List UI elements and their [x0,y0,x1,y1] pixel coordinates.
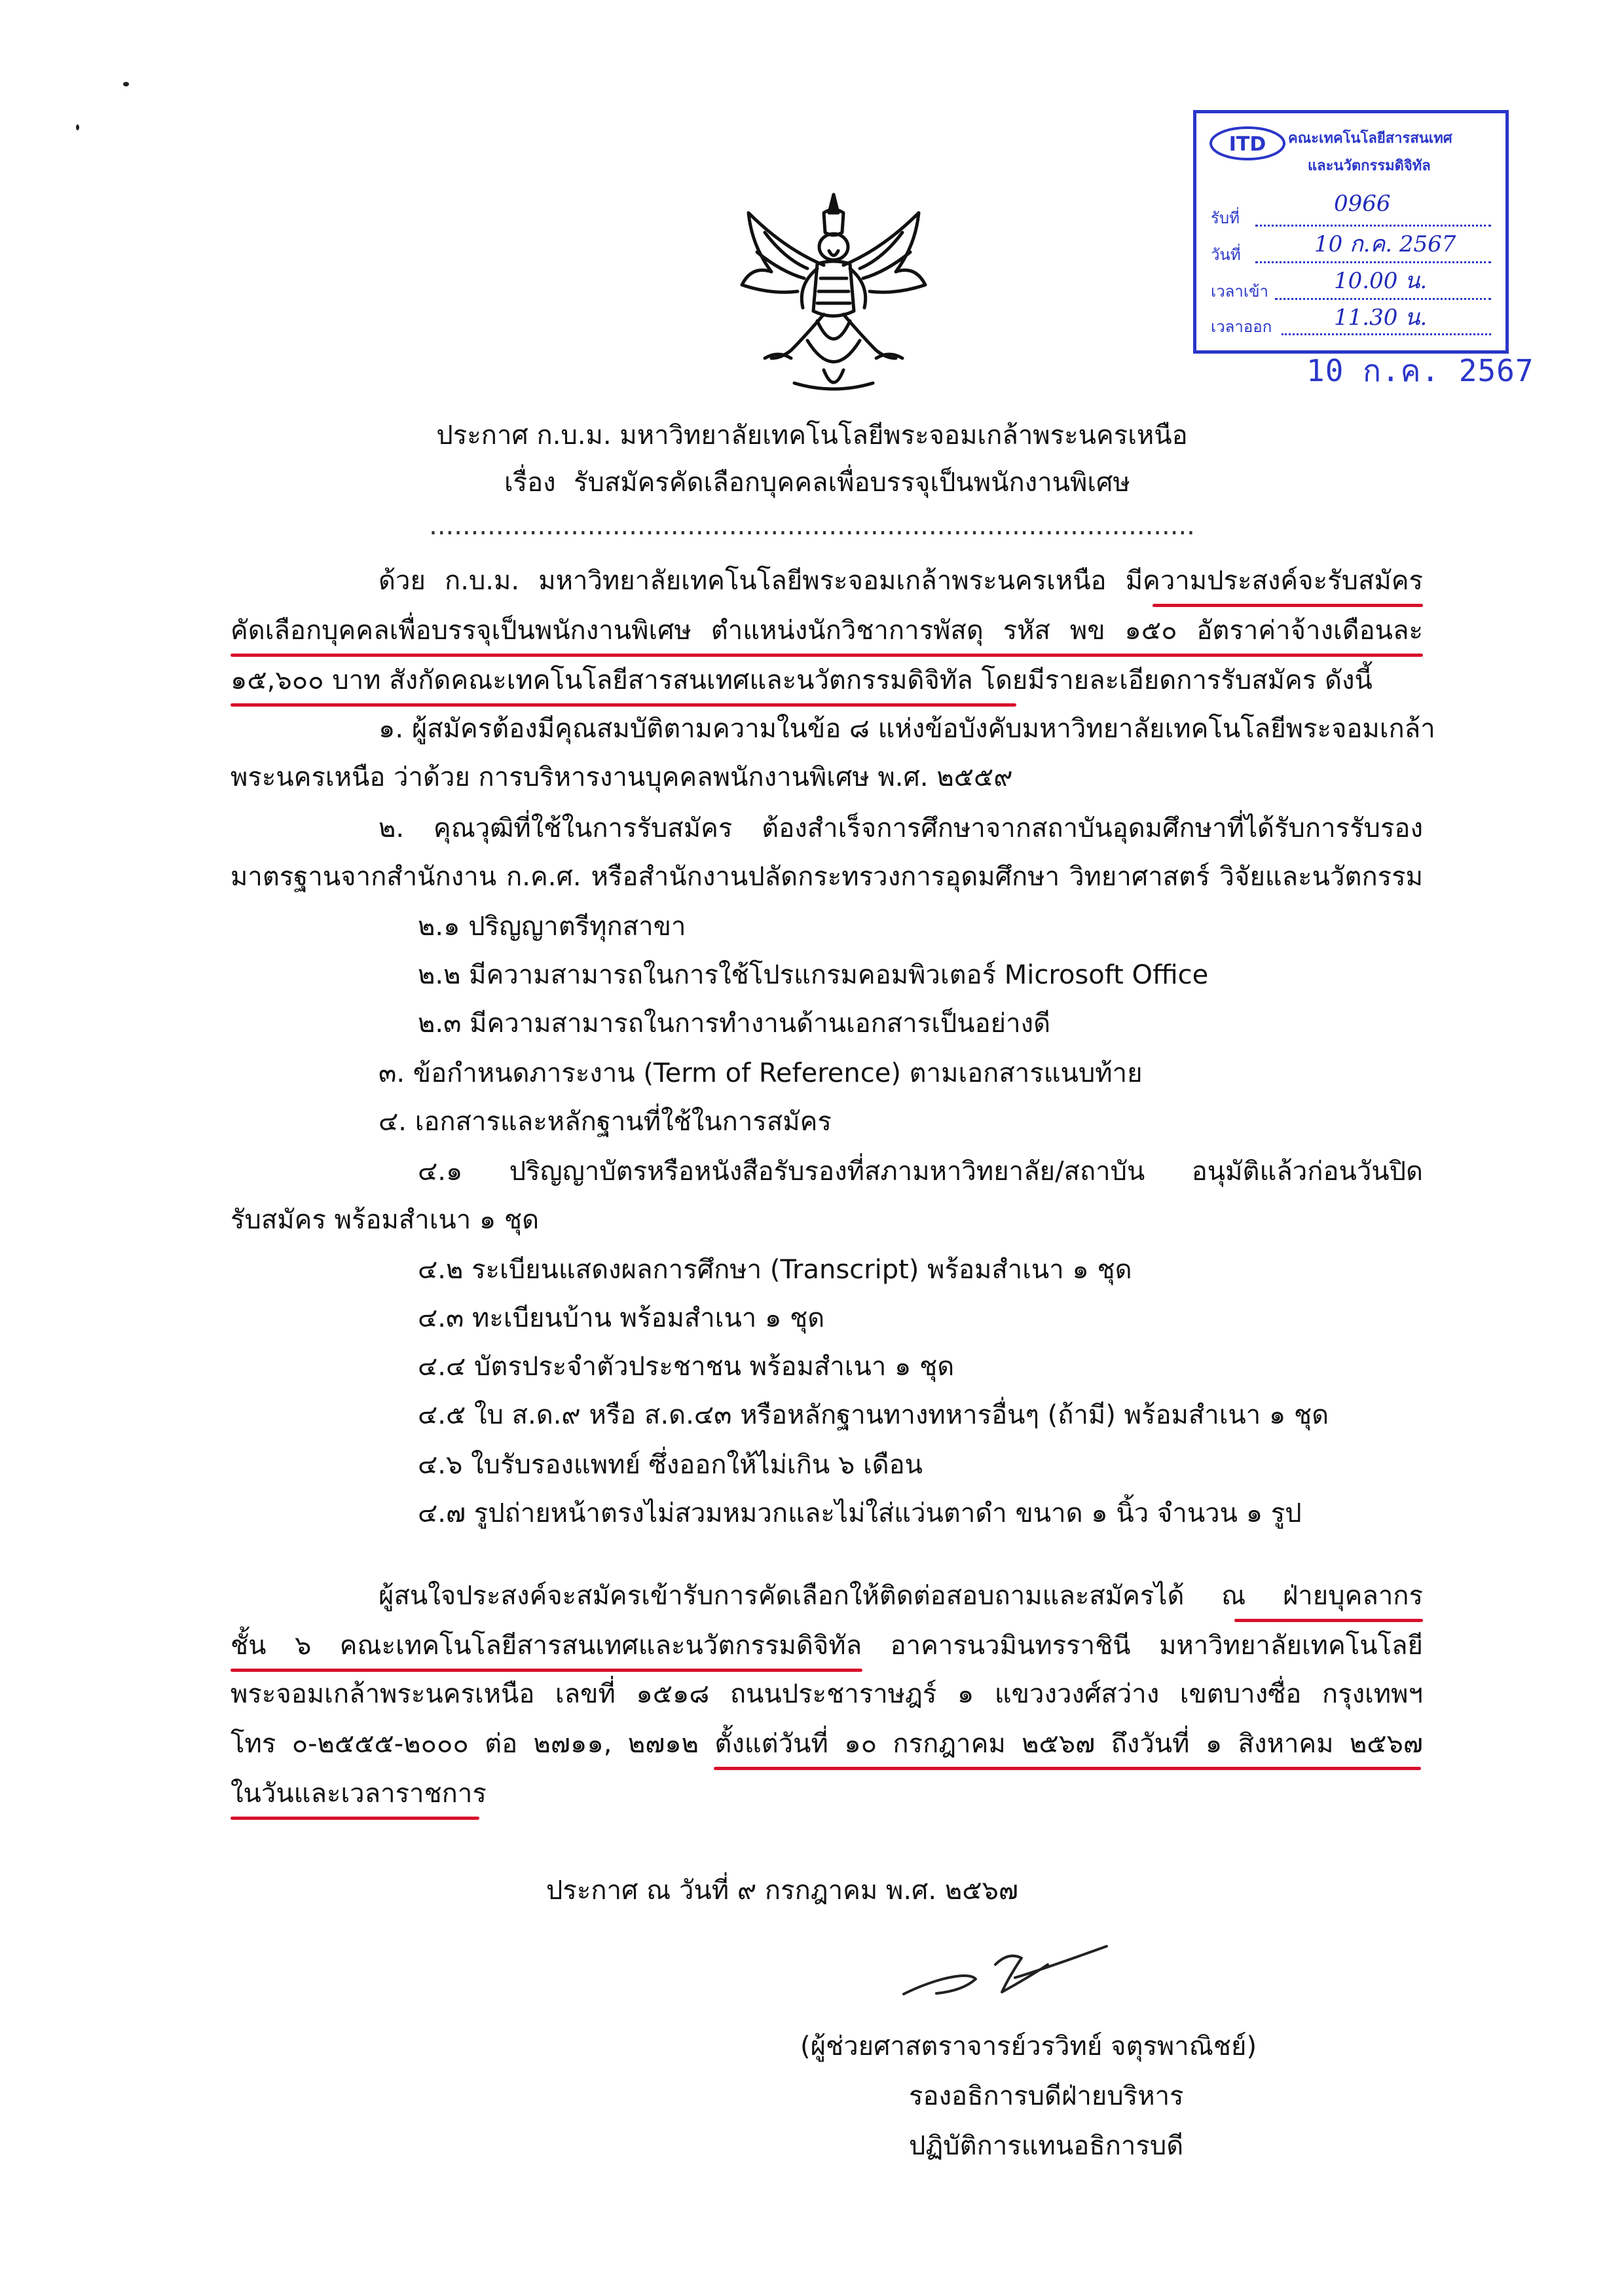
item-2-1: ๒.๑ ปริญญาตรีทุกสาขา [418,912,686,942]
contact-line-1: ผู้สนใจประสงค์จะสมัครเข้ารับการคัดเลือกให้ติดต่อสอบถามและสมัครได้ ณ ฝ่ายบุคลากร [378,1581,1423,1611]
stamp-org-line1: คณะเทคโนโลยีสารสนเทศ [1288,130,1452,147]
stamp-date-value: 10 ก.ค. 2567 [1314,231,1456,257]
itd-logo [1208,124,1287,163]
item-4-6: ๔.๖ ใบรับรองแพทย์ ซึ่งออกให้ไม่เกิน ๖ เดือน [418,1450,923,1480]
received-date-stamp: 10 ก.ค. 2567 [1306,353,1534,388]
item-4: ๔. เอกสารและหลักฐานที่ใช้ในการสมัคร [378,1107,832,1137]
signer-name: (ผู้ช่วยศาสตราจารย์วรวิทย์ จตุรพาณิชย์) [800,2031,1257,2061]
highlight-underline [231,654,1423,657]
stamp-time-in-label: เวลาเข้า [1211,282,1268,301]
announcement-title: ประกาศ ก.บ.ม. มหาวิทยาลัยเทคโนโลยีพระจอมเกล้าพระนครเหนือ [436,420,1188,451]
stamp-time-out-value: 11.30 น. [1334,305,1428,331]
item-2-3: ๒.๓ มีความสามารถในการทำงานด้านเอกสารเป็นอย่างดี [418,1008,1051,1039]
item-1-line-2: พระนครเหนือ ว่าด้วย การบริหารงานบุคคลพนักงานพิเศษ พ.ศ. ๒๕๕๙ [231,762,1013,792]
stamp-org-line2: และนวัตกรรมดิจิทัล [1308,158,1431,174]
scan-speck [76,124,79,130]
signer-position: รองอธิการบดีฝ่ายบริหาร [909,2081,1184,2111]
highlight-underline [1153,604,1423,607]
intro-line-1: ด้วย ก.บ.ม. มหาวิทยาลัยเทคโนโลยีพระจอมเกล้าพระนครเหนือ มีความประสงค์จะรับสมัคร [378,566,1423,596]
item-4-1-line-1: ๔.๑ ปริญญาบัตรหรือหนังสือรับรองที่สภามหาวิทยาลัย/สถาบัน อนุมัติแล้วก่อนวันปิด [418,1156,1423,1187]
signature [897,1938,1113,2010]
item-2-line-1: ๒. คุณวุฒิที่ใช้ในการรับสมัคร ต้องสำเร็จการศึกษาจากสถาบันอุดมศึกษาที่ได้รับการรับรอง [378,813,1423,843]
separator-line: ............................................................................................ [429,511,1195,541]
contact-line-5: ในวันและเวลาราชการ [231,1779,487,1809]
item-4-1-line-2: รับสมัคร พร้อมสำเนา ๑ ชุด [231,1205,540,1235]
contact-line-3: พระจอมเกล้าพระนครเหนือ เลขที่ ๑๕๑๘ ถนนประชาราษฎร์ ๑ แขวงวงศ์สว่าง เขตบางซื่อ กรุงเทพฯ [231,1679,1423,1709]
stamp-time-in-value: 10.00 น. [1334,268,1428,294]
garuda-emblem [726,187,942,403]
announcement-date: ประกาศ ณ วันที่ ๙ กรกฎาคม พ.ศ. ๒๕๖๗ [546,1876,1018,1906]
stamp-received-label: รับที่ [1211,209,1240,227]
stamp-date-label: วันที่ [1211,246,1241,264]
item-4-5: ๔.๕ ใบ ส.ด.๙ หรือ ส.ด.๔๓ หรือหลักฐานทางทหารอื่นๆ (ถ้ามี) พร้อมสำเนา ๑ ชุด [418,1400,1329,1430]
highlight-underline [231,1817,479,1820]
item-2-2: ๒.๒ มีความสามารถในการใช้โปรแกรมคอมพิวเตอร์ Microsoft Office [418,960,1209,990]
highlight-underline [231,1669,862,1672]
stamp-received-value: 0966 [1334,191,1391,217]
subject-text: รับสมัครคัดเลือกบุคคลเพื่อบรรจุเป็นพนักงานพิเศษ [574,468,1130,498]
stamp-time-out-label: เวลาออก [1211,318,1272,336]
itd-logo-text: ITD [1228,133,1266,156]
signer-acting: ปฏิบัติการแทนอธิการบดี [909,2131,1184,2161]
item-3: ๓. ข้อกำหนดภาระงาน (Term of Reference) ตามเอกสารแนบท้าย [378,1058,1143,1088]
subject-label: เรื่อง [504,468,556,498]
highlight-underline [714,1767,1421,1770]
scan-speck [123,82,129,86]
item-4-4: ๔.๔ บัตรประจำตัวประชาชน พร้อมสำเนา ๑ ชุด [418,1352,955,1382]
intro-line-2: คัดเลือกบุคคลเพื่อบรรจุเป็นพนักงานพิเศษ ตำแหน่งนักวิชาการพัสดุ รหัส พข ๑๕๐ อัตราค่าจ้างเดือนละ [231,616,1423,646]
item-1-line-1: ๑. ผู้สมัครต้องมีคุณสมบัติตามความในข้อ ๘ แห่งข้อบังคับมหาวิทยาลัยเทคโนโลยีพระจอมเกล้า [378,714,1435,744]
highlight-underline [1234,1619,1423,1622]
item-4-7: ๔.๗ รูปถ่ายหน้าตรงไม่สวมหมวกและไม่ใส่แว่นตาดำ ขนาด ๑ นิ้ว จำนวน ๑ รูป [418,1498,1302,1528]
highlight-underline [231,703,1016,707]
intro-line-3: ๑๕,๖๐๐ บาท สังกัดคณะเทคโนโลยีสารสนเทศและนวัตกรรมดิจิทัล โดยมีรายละเอียดการรับสมัคร ดังนี้ [231,665,1373,695]
item-4-2: ๔.๒ ระเบียนแสดงผลการศึกษา (Transcript) พร้อมสำเนา ๑ ชุด [418,1255,1132,1285]
contact-line-2: ชั้น ๖ คณะเทคโนโลยีสารสนเทศและนวัตกรรมดิจิทัล อาคารนวมินทรราชินี มหาวิทยาลัยเทคโนโลยี [231,1631,1423,1661]
reception-stamp [1193,110,1509,354]
contact-line-4: โทร ๐-๒๕๕๕-๒๐๐๐ ต่อ ๒๗๑๑, ๒๗๑๒ ตั้งแต่วันที่ ๑๐ กรกฎาคม ๒๕๖๗ ถึงวันที่ ๑ สิงหาคม ๒๕๖๗ [231,1729,1423,1759]
item-4-3: ๔.๓ ทะเบียนบ้าน พร้อมสำเนา ๑ ชุด [418,1303,825,1333]
item-2-line-2: มาตรฐานจากสำนักงาน ก.ค.ศ. หรือสำนักงานปลัดกระทรวงการอุดมศึกษา วิทยาศาสตร์ วิจัยและนวัตกรรม [231,862,1423,892]
